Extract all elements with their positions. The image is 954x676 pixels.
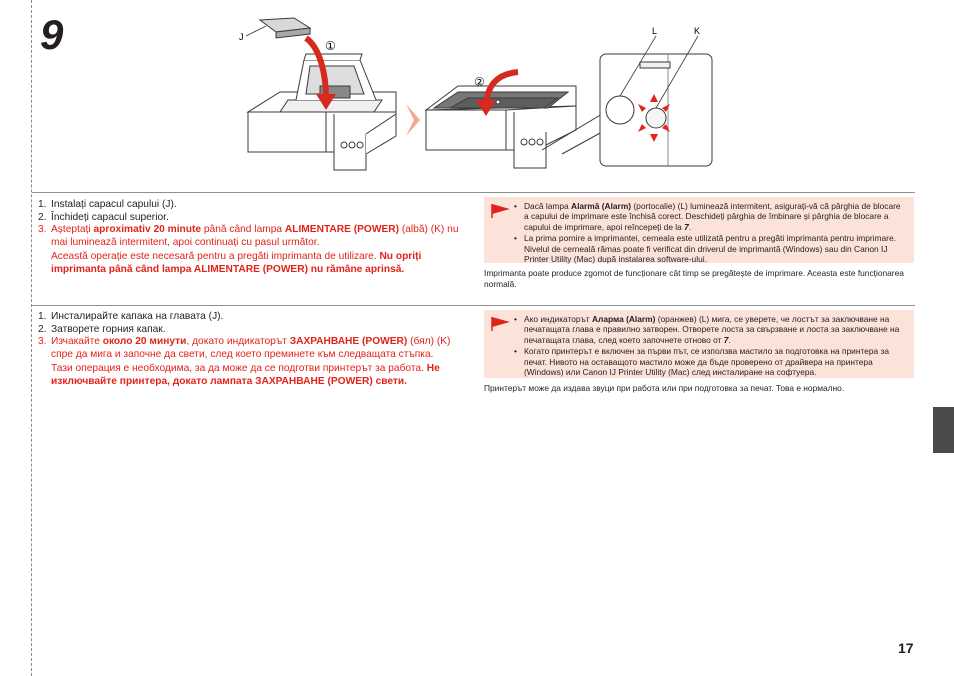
bg-steps [38, 311, 468, 389]
ro-step-1: 1. Instalați capacul capului (J). [38, 199, 177, 210]
ro-important-note [484, 197, 914, 263]
bg-step-3: 3. Изчакайте около 20 минути, докато индикаторът ЗАХРАНВАНЕ (POWER) (бял) (K) спре да мига и започне да свети, след което преминете към следващата стъпка. Тази операция е необходима, за да може да се подготви принтерът за работа. Не изключвайте принтера, докато лампата ЗАХРАНВАНЕ (POWER) свети. [38, 336, 451, 387]
next-arrow [406, 104, 420, 136]
ro-step-3: 3. Așteptați aproximativ 20 minute până când lampa ALIMENTARE (POWER) (albă) (K) nu mai luminează intermitent, apoi continuați cu pasul următor. Această operație este necesară pentru a pregăti imprimanta de utilizare. Nu opriți imprimanta până când lampa ALIMENTARE (POWER) nu rămâne aprinsă. [38, 224, 459, 275]
warning-flag-icon [490, 203, 512, 219]
section-divider [32, 192, 915, 193]
zoom-line [562, 132, 602, 154]
ro-step-2: 2. Închideți capacul superior. [38, 211, 169, 223]
label-k: K [694, 26, 701, 36]
circle-2-label: ② [474, 75, 485, 89]
label-j: J [239, 32, 244, 42]
language-tab [933, 407, 954, 453]
ro-plain-note: Imprimanta poate produce zgomot de funcționare cât timp se pregătește de imprimare. Aceasta este funcționarea normală. [484, 268, 904, 289]
printer-illustration [236, 14, 716, 184]
bg-important-note [484, 310, 914, 378]
cut-line [31, 0, 32, 676]
bg-step-1: 1. Инсталирайте капака на главата (J). [38, 311, 224, 322]
printer-closed-cover [426, 86, 576, 168]
bg-note-item-2: • Когато принтерът е включен за първи път, се използва мастило за подготовка на принтера за печат. Нивото на оставащото мастило може да бъде проверено от драйвера на принтера (Windows) или Canon IJ Printer Utility (Mac) след инсталиране на софтуера. [512, 346, 906, 377]
section-divider [32, 305, 915, 306]
page-number: 17 [898, 640, 914, 656]
bg-note-item-1: • Ако индикаторът Аларма (Alarm) (оранжев) (L) мига, се уверете, че лостът за заключване на печатащата глава е правилно затворен. Отворете лоста за свързване и лоста за заключване на печатащата глава, след което започнете отново от 7. [512, 314, 906, 345]
bg-step-2: 2. Затворете горния капак. [38, 323, 166, 335]
label-l: L [652, 26, 658, 36]
ro-note-item-2: • La prima pornire a imprimantei, cerneala este utilizată pentru a pregăti imprimanta pentru imprimare. Nivelul de cerneală rămas poate fi verificat din driverul de imprimantă (Windows) sau din Canon IJ Printer Utility (Mac) după instalarea software-ului. [512, 233, 906, 264]
bg-plain-note: Принтерът може да издава звуци при работа или при подготовка за печат. Това е нормално. [484, 383, 845, 393]
step-number: 9 [40, 11, 64, 58]
warning-flag-icon [490, 316, 512, 332]
ro-note-item-1: • Dacă lampa Alarmă (Alarm) (portocalie) (L) luminează intermitent, asigurați-vă că pârghia de blocare a capului de imprimare este închisă corect. Deschideți pârghia de îmbinare și pârghia de blocare a capului de imprimare, apoi reîncepeți de la 7. [512, 201, 906, 232]
control-panel-zoom [600, 54, 712, 166]
ro-steps [38, 199, 468, 277]
print-head-cap [260, 18, 310, 38]
circle-1-label: ① [325, 39, 336, 53]
